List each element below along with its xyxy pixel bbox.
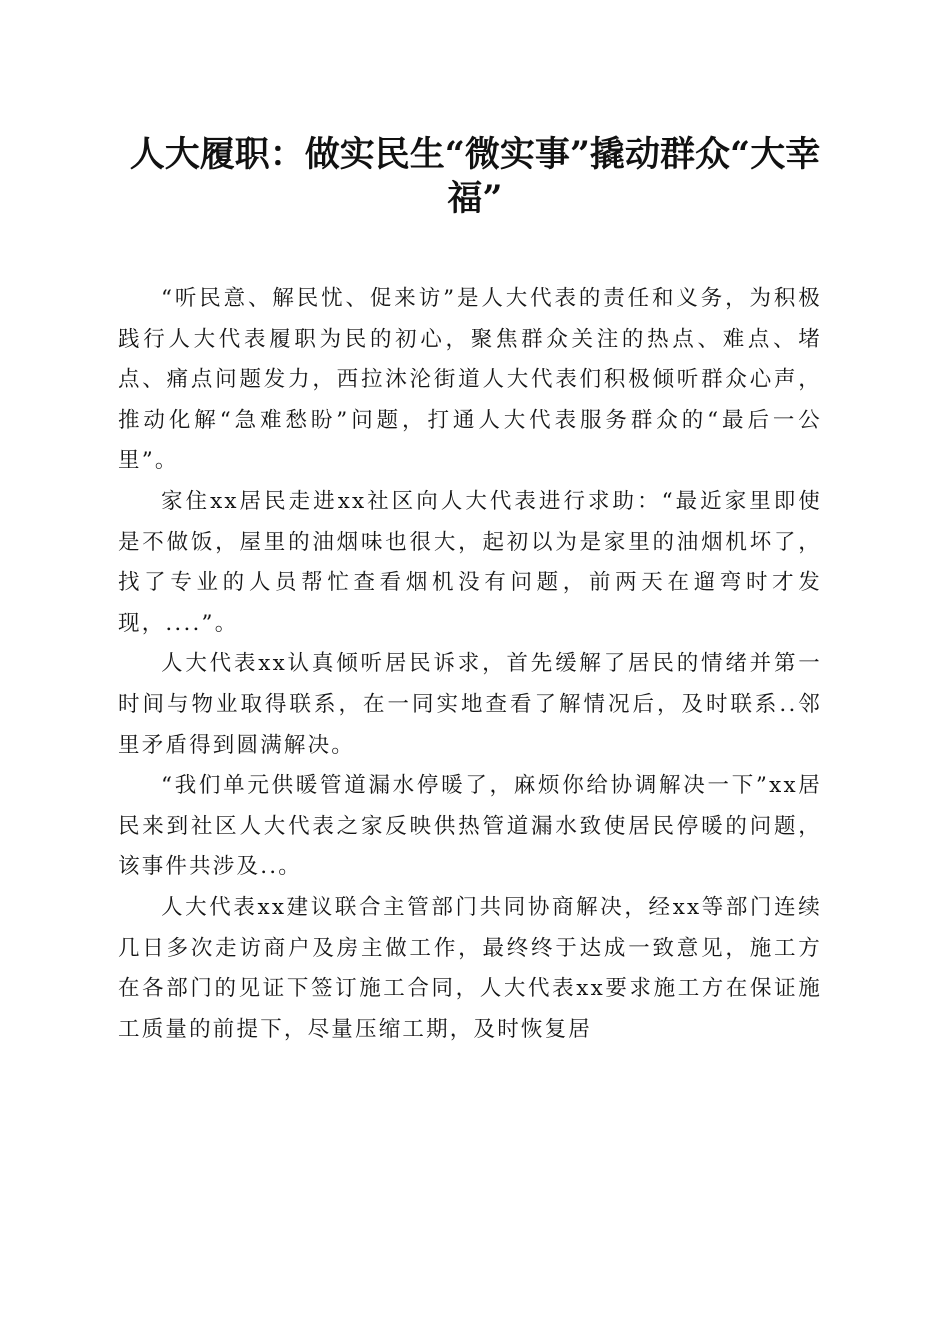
paragraph-5: 人大代表xx建议联合主管部门共同协商解决，经xx等部门连续几日多次走访商户及房主做工作，最终终于达成一致意见，施工方在各部门的见证下签订施工合同，人大代表xx要求施工方在保证施工质量的前提下，尽量压缩工期，及时恢复居 [118,894,822,1042]
document-title: 人大履职：做实民生“微实事”撬动群众“大幸福” [129,134,821,219]
document-body [118,279,822,1050]
paragraph-3: 人大代表xx认真倾听居民诉求，首先缓解了居民的情绪并第一时间与物业取得联系，在一同实地查看了解情况后，及时联系..邻里矛盾得到圆满解决。 [118,651,822,758]
paragraph-2: 家住xx居民走进xx社区向人大代表进行求助：“最近家里即使是不做饭，屋里的油烟味也很大，起初以为是家里的油烟机坏了，找了专业的人员帮忙查看烟机没有问题，前两天在遛弯时才发现，....”。 [118,488,822,636]
paragraph-4: “我们单元供暖管道漏水停暖了，麻烦你给协调解决一下”xx居民来到社区人大代表之家反映供热管道漏水致使居民停暖的问题，该事件共涉及..。 [118,773,822,880]
paragraph-1: “听民意、解民忧、促来访”是人大代表的责任和义务，为积极践行人大代表履职为民的初心，聚焦群众关注的热点、难点、堵点、痛点问题发力，西拉沐沦街道人大代表们积极倾听群众心声，推动化解“急难愁盼”问题，打通人大代表服务群众的“最后一公里”。 [118,286,822,474]
